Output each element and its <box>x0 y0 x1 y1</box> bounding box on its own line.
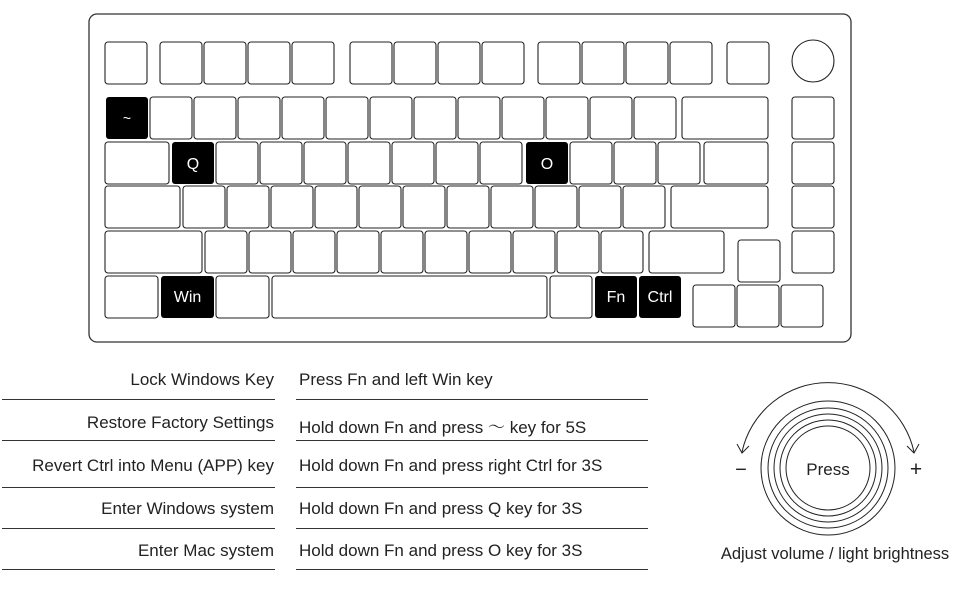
row-divider-right <box>296 440 648 441</box>
shortcut-row <box>0 537 660 571</box>
shortcut-action: Hold down Fn and press O key for 3S <box>299 541 583 560</box>
row-divider-right <box>296 399 648 400</box>
key-win-label: Win <box>173 289 202 306</box>
shortcut-description: Lock Windows Key <box>130 370 274 389</box>
key-q-label: Q <box>186 156 200 173</box>
shortcut-row <box>0 366 660 400</box>
shortcut-action: Hold down Fn and press 〜 key for 5S <box>299 418 587 437</box>
key-tilde-label: ~ <box>122 110 132 126</box>
row-divider-right <box>296 528 648 529</box>
key-ctrl-label: Ctrl <box>647 289 673 306</box>
shortcut-description: Enter Windows system <box>101 499 274 518</box>
row-divider-left <box>2 528 275 529</box>
shortcut-action: Press Fn and left Win key <box>299 370 493 389</box>
row-divider-left <box>2 399 275 400</box>
knob-plus-label: + <box>909 458 923 481</box>
row-divider-left <box>2 440 275 441</box>
row-divider-left <box>2 487 275 488</box>
shortcut-action: Hold down Fn and press right Ctrl for 3S <box>299 456 603 475</box>
shortcut-action: Hold down Fn and press Q key for 3S <box>299 499 583 518</box>
row-divider-left <box>2 569 275 570</box>
shortcut-row <box>0 495 660 529</box>
row-divider-right <box>296 569 648 570</box>
shortcut-row <box>0 409 660 443</box>
shortcut-row <box>0 452 660 486</box>
knob-press-label: Press <box>806 460 850 479</box>
shortcut-description: Enter Mac system <box>137 541 274 560</box>
row-divider-right <box>296 487 648 488</box>
shortcut-description: Restore Factory Settings <box>86 413 274 432</box>
key-o-label: O <box>540 156 554 173</box>
knob-minus-label: − <box>735 459 747 481</box>
knob-caption: Adjust volume / light brightness <box>720 545 950 563</box>
key-fn-label: Fn <box>606 289 626 306</box>
shortcut-description: Revert Ctrl into Menu (APP) key <box>32 456 274 475</box>
